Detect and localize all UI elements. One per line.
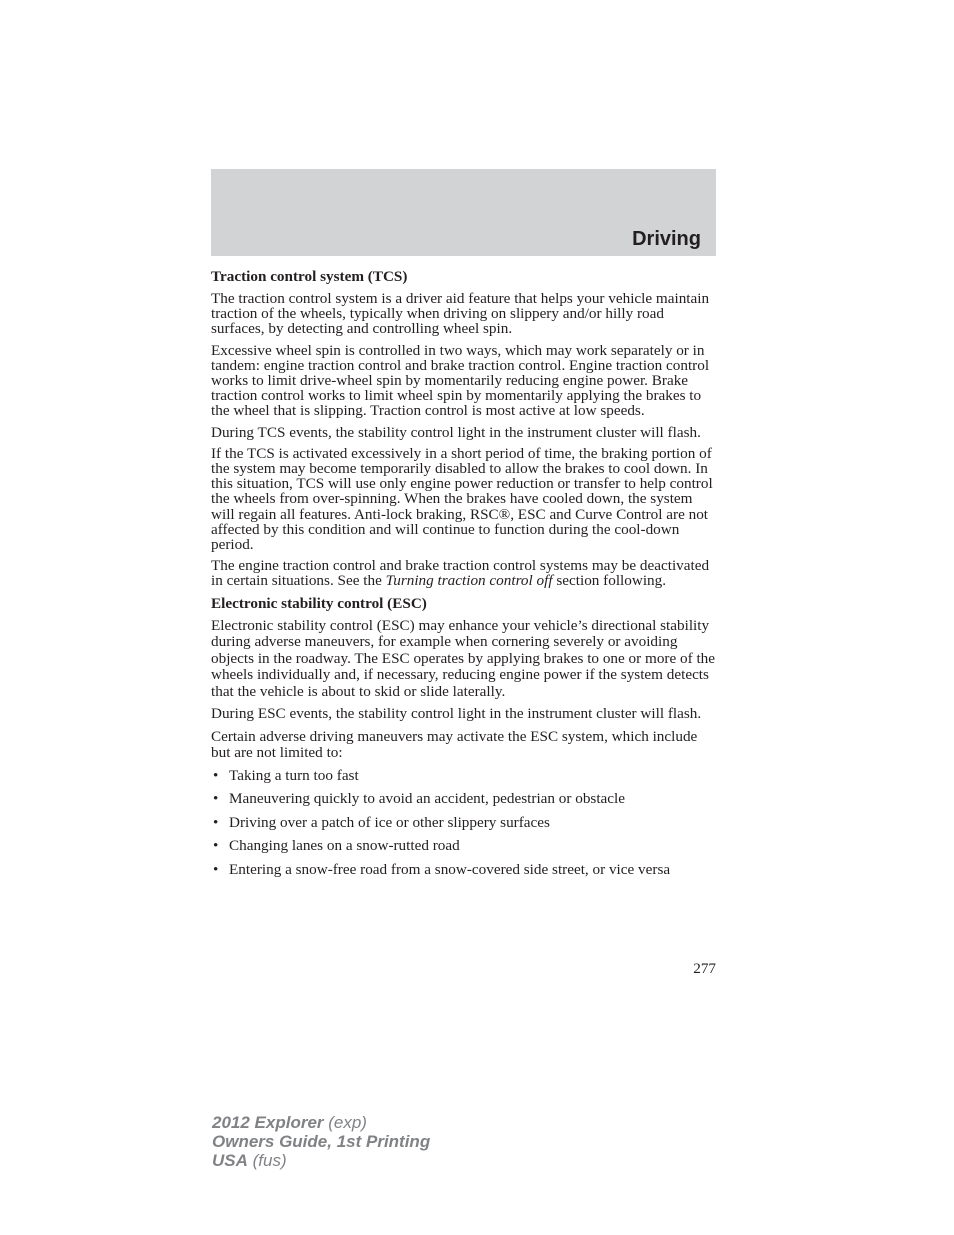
esc-paragraph-1: Electronic stability control (ESC) may enhance your vehicle’s directional stability during adverse maneuvers, for example when cornering severely or avoiding objects in the roadway. The ESC operates by applying brakes to one or more of the wheels individually and, if necessary, reducing engine power if the system detects that the vehicle is about to skid or slide laterally.: [211, 616, 716, 700]
section-header-band: [211, 169, 716, 256]
bullet-icon: •: [213, 766, 219, 784]
list-item: [211, 768, 718, 785]
bullet-icon: •: [213, 813, 219, 831]
tcs-heading: Traction control system (TCS): [211, 268, 408, 285]
esc-maneuver-list: [211, 768, 718, 879]
page-content: [211, 268, 718, 885]
list-item-text: Taking a turn too fast: [229, 766, 359, 784]
footer-line-model: [212, 1113, 430, 1132]
list-item-text: Entering a snow-free road from a snow-covered side street, or vice versa: [229, 860, 671, 878]
list-item: [211, 862, 718, 879]
page-number: 277: [693, 960, 716, 977]
tcs-paragraph-2: Excessive wheel spin is controlled in two ways, which may work separately or in tandem: engine traction control and brake traction control. Engine traction control works to limit drive-wheel spin by momentarily reducing engine power. Brake traction control works to limit wheel spin by momentarily applying the brakes to the wheel that is slipping. Traction control is most active at low speeds.: [211, 341, 710, 420]
list-item: [211, 838, 718, 855]
list-item-text: Changing lanes on a snow-rutted road: [229, 837, 460, 855]
esc-paragraph-3: Certain adverse driving maneuvers may activate the ESC system, which include but are not limited to:: [211, 727, 698, 762]
turning-traction-control-off-reference: Turning traction control off: [385, 572, 553, 590]
bullet-icon: •: [213, 860, 219, 878]
tcs-paragraph-5: [211, 558, 718, 588]
list-item-text: Driving over a patch of ice or other slippery surfaces: [229, 813, 550, 831]
footer-line-market: [212, 1151, 430, 1170]
list-item-text: Maneuvering quickly to avoid an accident, pedestrian or obstacle: [229, 790, 626, 808]
footer-model-code: (exp): [323, 1113, 367, 1132]
document-footer: [212, 1113, 430, 1170]
list-item: [211, 791, 718, 808]
footer-line-printing: [212, 1132, 430, 1151]
bullet-icon: •: [213, 837, 219, 855]
tcs-paragraph-3: During TCS events, the stability control light in the instrument cluster will flash.: [211, 423, 701, 441]
bullet-icon: •: [213, 790, 219, 808]
footer-market-code: (fus): [247, 1151, 287, 1170]
footer-printing: Owners Guide, 1st Printing: [212, 1132, 431, 1151]
esc-heading: Electronic stability control (ESC): [211, 594, 427, 612]
esc-paragraph-2: During ESC events, the stability control light in the instrument cluster will flash.: [211, 705, 702, 723]
footer-model-name: 2012 Explorer: [212, 1113, 324, 1132]
tcs-paragraph-1: The traction control system is a driver aid feature that helps your vehicle maintain traction of the wheels, typically when driving on slippery and/or hilly road surfaces, by detecting and controlling wheel spin.: [211, 290, 710, 338]
footer-market: USA: [212, 1151, 248, 1170]
tcs-paragraph-4: If the TCS is activated excessively in a short period of time, the braking portion of the system may become temporarily disabled to allow the brakes to cool down. In this situation, TCS will use only engine power reduction or transfer to help control the wheels from over-spinning. When the brakes have cooled down, the system will regain all features. Anti-lock braking, RSC®, ESC and Curve Control are not affected by this condition and will continue to function during the cool-down period.: [211, 444, 713, 554]
section-title: Driving: [632, 228, 701, 250]
list-item: [211, 815, 718, 832]
tcs-p5-text-before: The engine traction control and brake traction control systems may be deactivated in certain situations. See the: [211, 557, 710, 590]
tcs-p5-text-after: section following.: [552, 572, 667, 590]
